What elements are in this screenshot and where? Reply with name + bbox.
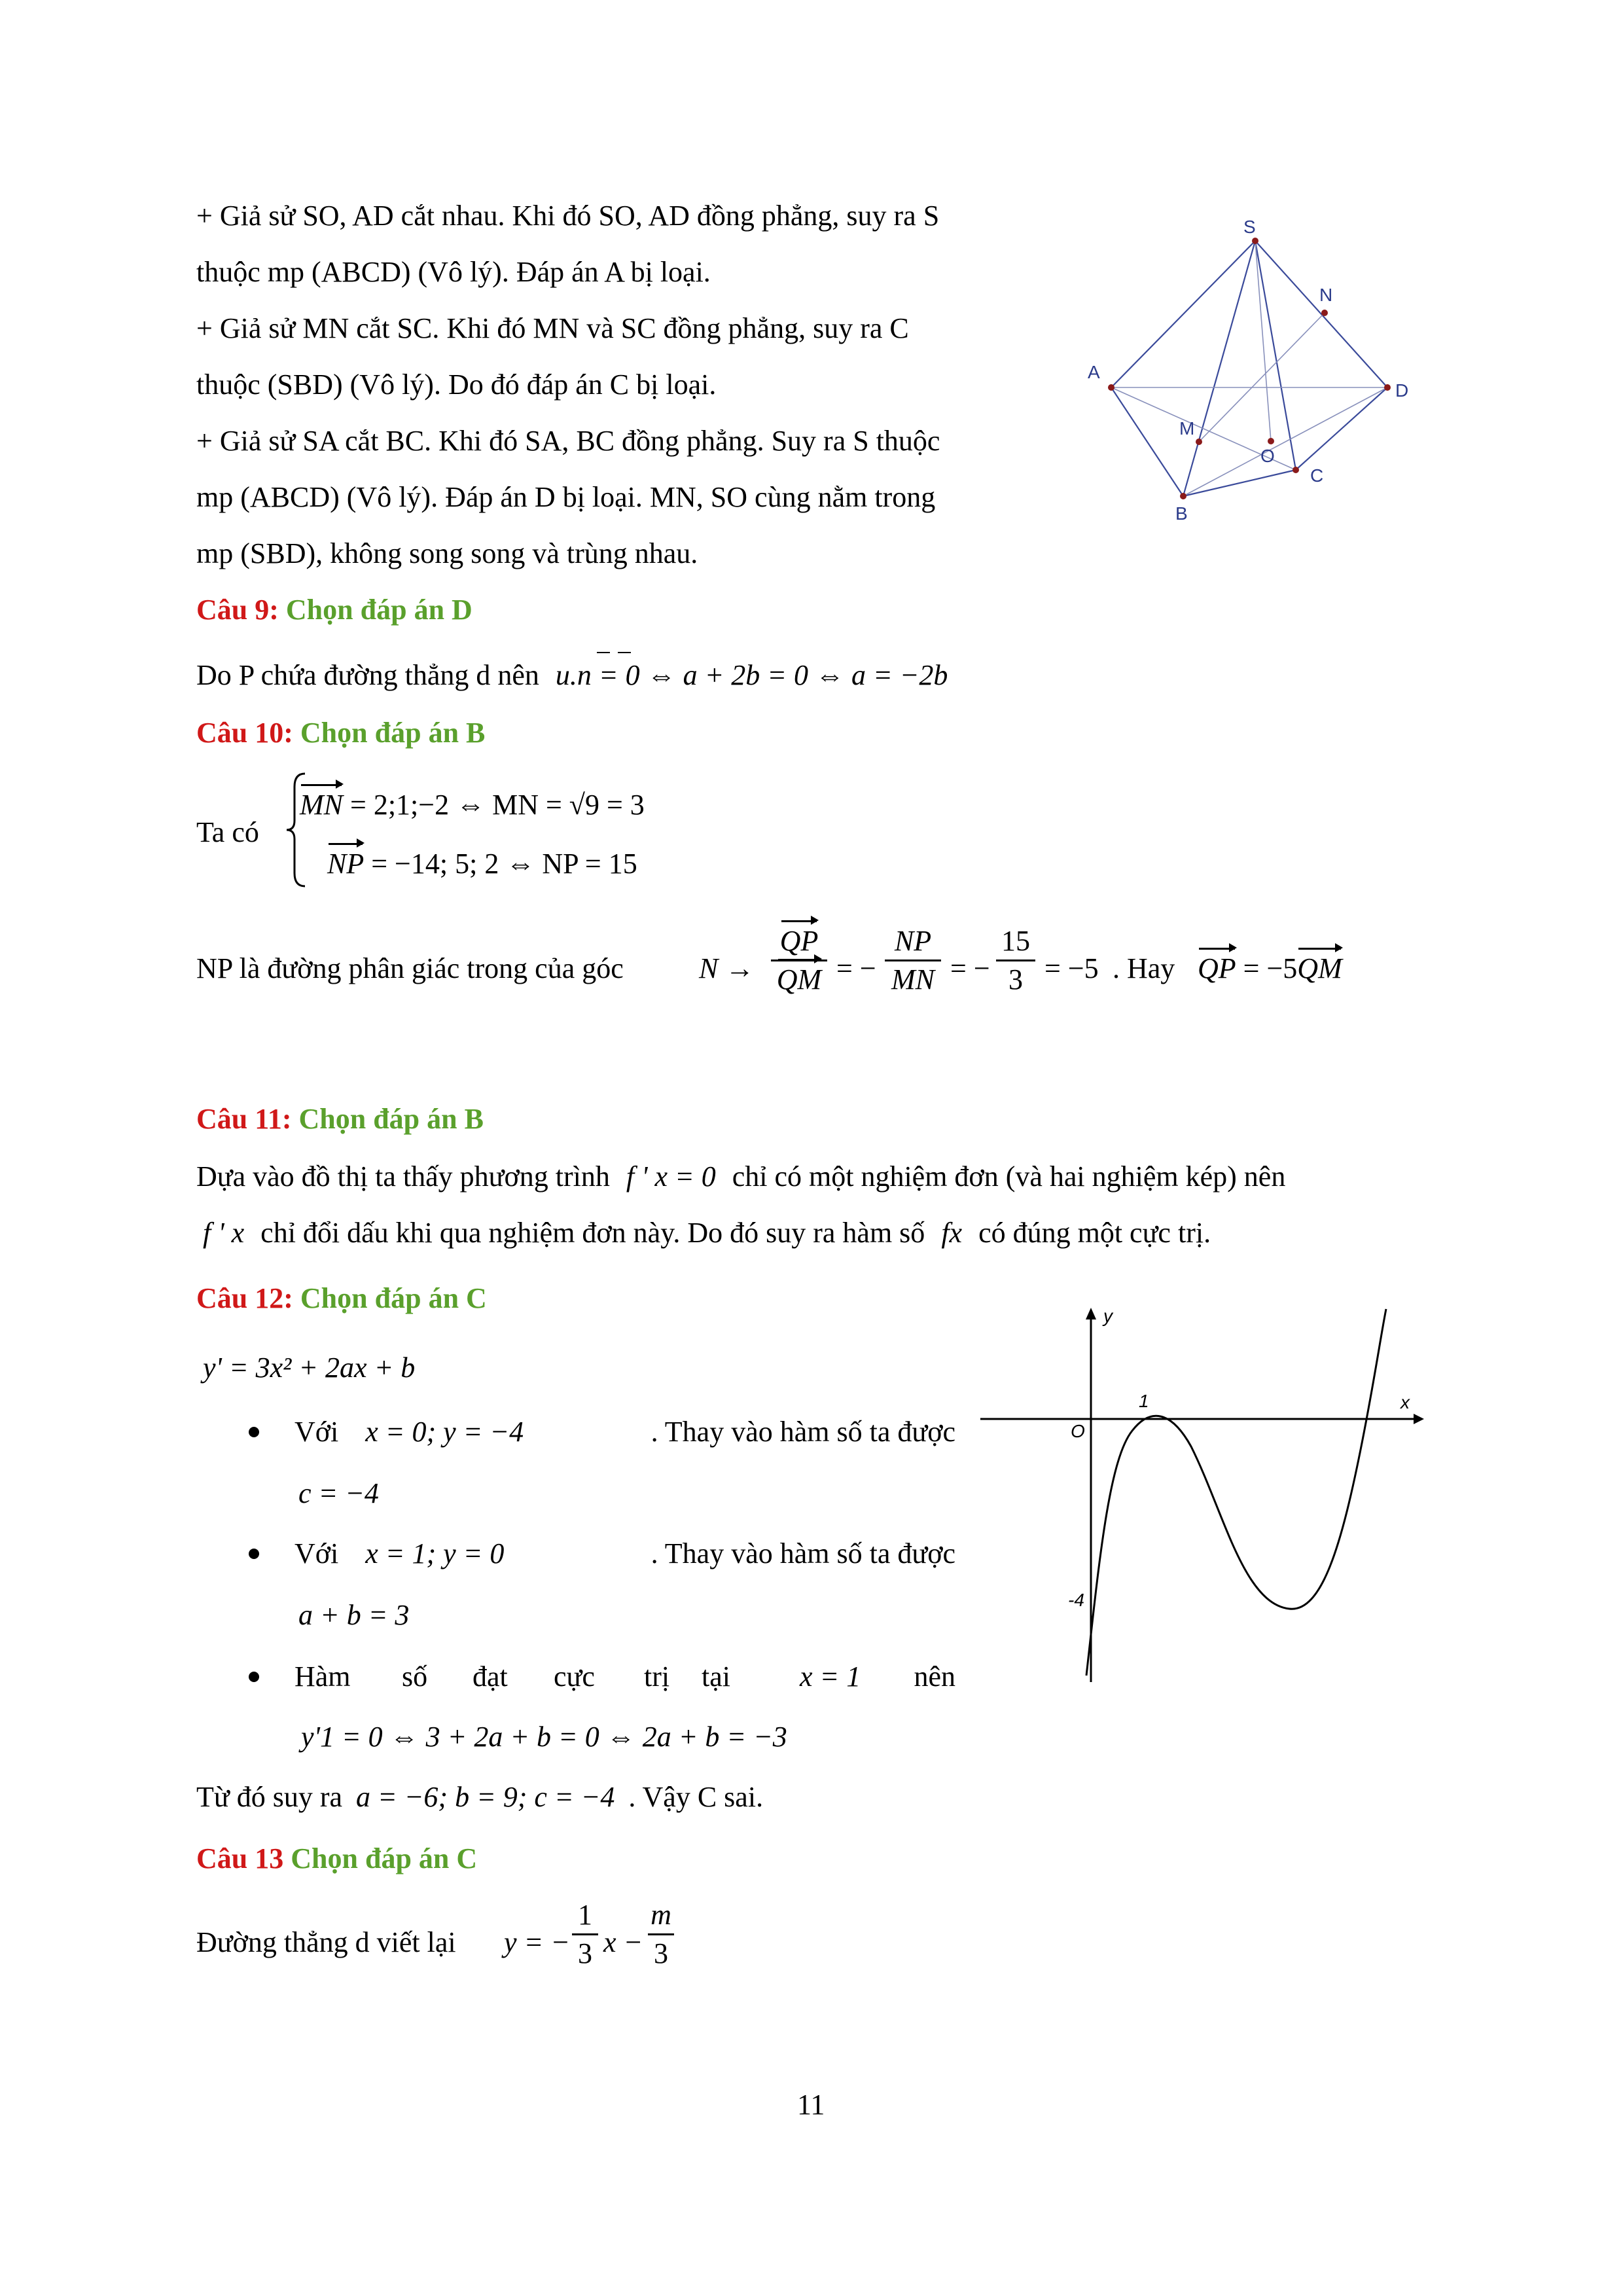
graph-label-x: x: [1400, 1392, 1410, 1412]
q13-heading-answer: Chọn đáp án C: [291, 1842, 478, 1874]
q12-b2-rest: . Thay vào hàm số ta được: [651, 1537, 955, 1570]
bullet-2: [249, 1549, 259, 1559]
q13-heading-num: Câu 13: [196, 1842, 284, 1874]
q12-heading-num: Câu 12:: [196, 1282, 293, 1314]
q11-line2: [203, 1219, 1211, 1247]
q12-b1-rest: . Thay vào hàm số ta được: [651, 1416, 955, 1448]
q13-f1-num: 1: [578, 1899, 592, 1931]
q13-frac2: [648, 1901, 674, 1968]
q12-b1-line: [294, 1418, 955, 1446]
q11-heading-answer: Chọn đáp án B: [298, 1103, 484, 1135]
q12-b3-word-1: Hàm: [294, 1660, 351, 1693]
q10-heading-num: Câu 10:: [196, 717, 293, 749]
vec-u-arrow: [597, 652, 610, 653]
q13-text: Đường thẳng d viết lại: [196, 1926, 456, 1958]
q10-row1: [300, 791, 645, 819]
q8-line-2: thuộc mp (ABCD) (Vô lý). Đáp án A bị loại.: [196, 256, 711, 288]
frac-NP-MN: [885, 927, 941, 994]
label-S: S: [1243, 217, 1256, 237]
q8-line-3: + Giả sử MN cắt SC. Khi đó MN và SC đồng phẳng, suy ra C: [196, 312, 909, 344]
vec-QP-num: QP: [779, 925, 819, 957]
label-D: D: [1395, 380, 1409, 401]
q10-N-arrow: N →: [699, 952, 755, 984]
q13-y-eq: y = −: [504, 1926, 570, 1958]
q8-line-1: + Giả sử SO, AD cắt nhau. Khi đó SO, AD đồng phẳng, suy ra S: [196, 200, 940, 232]
q10-eq2: [950, 954, 990, 983]
q13-f1-den: 3: [578, 1937, 592, 1969]
q12-b2-word: Với: [294, 1537, 339, 1570]
q10-final: [1198, 954, 1342, 983]
q12-b2-line: [294, 1539, 955, 1568]
label-M: M: [1179, 418, 1195, 439]
q13-x-minus: x −: [603, 1926, 643, 1958]
q12-b3-word-4: cực: [554, 1660, 595, 1693]
q8-line-7: mp (SBD), không song song và trùng nhau.: [196, 537, 698, 569]
q10-result: = −5: [1044, 952, 1099, 984]
q10-minus1: −: [859, 952, 876, 984]
q10-intro: Ta có: [196, 816, 259, 848]
q10-bisector-text: NP là đường phân giác trong của góc: [196, 952, 624, 984]
q9-heading: [196, 596, 473, 624]
frac3-num: 15: [1001, 925, 1030, 957]
q11-line1-a: Dựa vào đồ thị ta thấy phương trình: [196, 1160, 610, 1193]
q12-b1-result: c = −4: [298, 1477, 379, 1509]
vec-QM-final: QM: [1297, 952, 1342, 984]
pyramid-figure: [1073, 203, 1440, 530]
q12-conclusion-a: Từ đó suy ra: [196, 1781, 343, 1813]
q12-b1-cond: x = 0; y = −4: [365, 1416, 524, 1448]
q10-heading-answer: Chọn đáp án B: [300, 717, 486, 749]
vec-n-arrow: [618, 652, 631, 653]
q12-conclusion-b: . Vậy C sai.: [628, 1781, 764, 1813]
q11-heading: [196, 1105, 484, 1134]
q12-b1-word: Với: [294, 1416, 339, 1448]
label-B: B: [1175, 503, 1188, 524]
cubic-graph: [975, 1296, 1433, 1689]
label-C: C: [1310, 465, 1324, 486]
vec-QM-den: QM: [776, 963, 822, 996]
q12-b3-word-6: tại: [702, 1660, 730, 1693]
q8-line-5: + Giả sử SA cắt BC. Khi đó SA, BC đồng phẳng. Suy ra S thuộc: [196, 425, 940, 457]
q12-derivative: y' = 3x² + 2ax + b: [203, 1352, 416, 1384]
frac2-num: NP: [894, 925, 932, 957]
label-N: N: [1319, 285, 1333, 305]
q12-b3-word-3: đạt: [473, 1660, 508, 1693]
q12-conclusion-formula: a = −6; b = 9; c = −4: [356, 1781, 615, 1813]
q9-formula: u.n = 0 ⇔ a + 2b = 0 ⇔ a = −2b: [555, 659, 948, 691]
q8-line-6: mp (ABCD) (Vô lý). Đáp án D bị loại. MN, SO cùng nằm trong: [196, 481, 936, 513]
frac-QP-QM: [771, 927, 827, 994]
q11-heading-num: Câu 11:: [196, 1103, 292, 1135]
q11-line2-fx: fx: [941, 1217, 963, 1249]
q12-b2-cond: x = 1; y = 0: [365, 1537, 505, 1570]
q11-line2-b: có đúng một cực trị.: [978, 1217, 1211, 1249]
label-A: A: [1088, 362, 1100, 382]
q9-heading-num: Câu 9:: [196, 594, 279, 626]
graph-label-minus4: -4: [1068, 1590, 1084, 1610]
q10-row2-rest: = −14; 5; 2 ⇔ NP = 15: [371, 848, 637, 880]
q12-b2-result: a + b = 3: [298, 1599, 410, 1631]
q11-line1: [196, 1162, 1285, 1191]
q12-b3-word-2: số: [402, 1660, 428, 1693]
page-number: 11: [797, 2089, 825, 2121]
q12-b3-nen: nên: [914, 1660, 955, 1693]
frac-15-3: [996, 927, 1035, 994]
q13-f2-den: 3: [654, 1937, 668, 1969]
q12-b3-cond: x = 1: [800, 1660, 861, 1693]
q11-line1-formula: f ' x = 0: [626, 1160, 716, 1193]
vec-MN: MN: [300, 789, 343, 821]
q11-line1-b: chỉ có một nghiệm đơn (và hai nghiệm kép) nên: [732, 1160, 1286, 1193]
bullet-3: [249, 1672, 259, 1682]
q9-text: Do P chứa đường thẳng d nên: [196, 659, 539, 691]
bullet-1: [249, 1427, 259, 1437]
q8-line-4: thuộc (SBD) (Vô lý). Do đó đáp án C bị loại.: [196, 368, 717, 401]
q10-row2: [327, 850, 637, 878]
q10-eq2-sign: =: [950, 952, 967, 984]
q10-eq1-sign: =: [836, 952, 853, 984]
q13-heading: [196, 1844, 477, 1873]
q12-conclusion: [196, 1783, 763, 1812]
q10-hay: . Hay: [1113, 952, 1175, 984]
q9-heading-answer: Chọn đáp án D: [285, 594, 473, 626]
q13-frac1: [572, 1901, 598, 1968]
frac3-den: 3: [1008, 963, 1023, 996]
vec-QP-final: QP: [1198, 952, 1236, 984]
q10-heading: [196, 719, 485, 747]
q9-line: [196, 661, 948, 690]
q12-b3-word-5: trị: [644, 1660, 670, 1693]
q12-heading-answer: Chọn đáp án C: [300, 1282, 487, 1314]
q10-minus2: −: [973, 952, 990, 984]
q10-row1-rest: = 2;1;−2 ⇔ MN = √9 = 3: [350, 789, 645, 821]
graph-label-1: 1: [1139, 1391, 1149, 1411]
q11-line2-a: chỉ đổi dấu khi qua nghiệm đơn này. Do đó suy ra hàm số: [260, 1217, 925, 1249]
cubic-curve: [1086, 1309, 1386, 1676]
q12-b3-result: y'1 = 0 ⇔ 3 + 2a + b = 0 ⇔ 2a + b = −3: [301, 1721, 787, 1753]
q12-heading: [196, 1284, 487, 1313]
q11-line2-f: f ' x: [203, 1217, 245, 1249]
label-O: O: [1260, 446, 1275, 466]
vec-NP: NP: [327, 848, 365, 880]
graph-label-y: y: [1103, 1306, 1113, 1326]
q10-eq1: [836, 954, 876, 983]
q10-final-mid: = −5: [1243, 952, 1298, 984]
frac2-den: MN: [891, 963, 935, 996]
graph-label-O: O: [1071, 1421, 1085, 1441]
q13-f2-num: m: [651, 1899, 671, 1931]
